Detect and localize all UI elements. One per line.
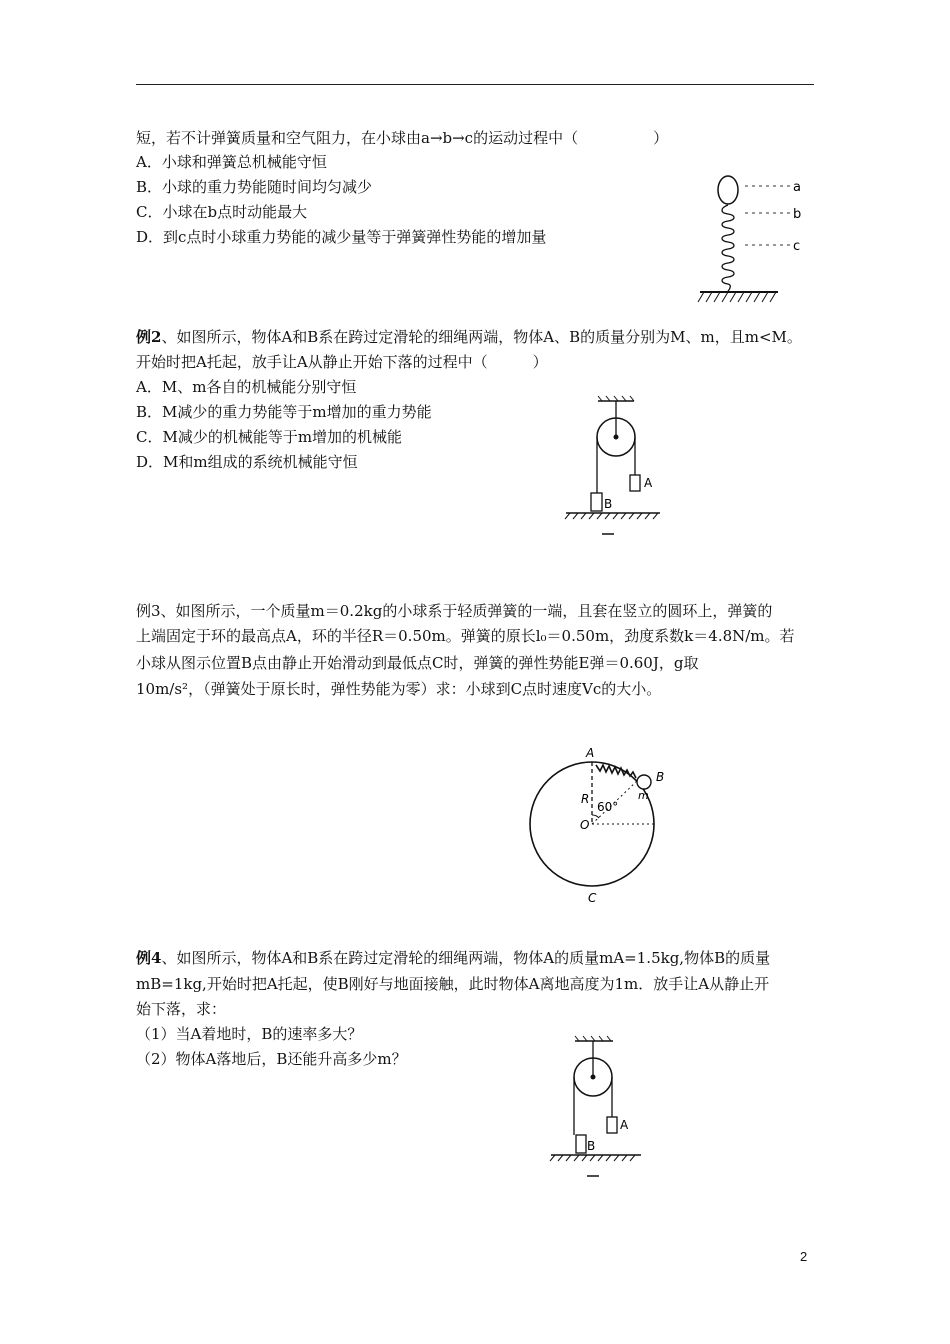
label-A: A <box>644 476 653 490</box>
label-A: A <box>620 1118 629 1132</box>
q4-line2: mB=1kg,开始时把A托起，使B刚好与地面接触，此时物体A离地高度为1m．放手让A从静止开 <box>136 975 770 993</box>
q4-sub1: （1）当A着地时，B的速率多大？ <box>136 1025 363 1043</box>
q1-option-a: A．小球和弹簧总机械能守恒 <box>136 153 327 171</box>
q1-option-b: B．小球的重力势能随时间均匀减少 <box>136 178 373 196</box>
label-O: O <box>580 818 590 832</box>
label-b: b <box>793 207 802 222</box>
label-R: R <box>581 792 590 806</box>
q3-line2: 上端固定于环的最高点A，环的半径R＝0.50m。弹簧的原长l₀＝0.50m，劲度系数k＝4.8N/m。若 <box>136 627 795 645</box>
label-C: C <box>588 891 597 905</box>
q2-option-d: D．M和m组成的系统机械能守恒 <box>136 453 358 471</box>
label-B: B <box>656 770 665 784</box>
label-m: m <box>638 789 649 802</box>
q4-line3: 始下落，求： <box>136 1000 227 1018</box>
block-b <box>591 493 602 511</box>
spring-ball-figure <box>690 165 810 315</box>
pulley-figure-q2 <box>560 395 670 540</box>
q2-stem-line2: 开始时把A托起，放手让A从静止开始下落的过程中（ ） <box>136 353 548 371</box>
q4-label: 例4 <box>136 949 162 967</box>
block-b <box>576 1135 586 1153</box>
q3-line3: 小球从图示位置B点由静止开始滑动到最低点C时，弹簧的弹性势能E弹＝0.60J，g取 <box>136 654 699 672</box>
header-rule <box>136 84 814 85</box>
ball-shape <box>718 176 738 204</box>
block-a <box>607 1117 617 1133</box>
q4-sub2: （2）物体A落地后，B还能升高多少m？ <box>136 1050 407 1068</box>
ball-b <box>637 775 651 789</box>
q1-option-c: C．小球在b点时动能最大 <box>136 203 308 221</box>
label-angle: 60° <box>597 800 619 814</box>
page-number: 2 <box>800 1249 808 1264</box>
pulley-figure-q4 <box>545 1035 655 1180</box>
q2-option-a: A．M、m各自的机械能分别守恒 <box>136 378 357 396</box>
q3-line1: 例3、如图所示，一个质量m＝0.2kg的小球系于轻质弹簧的一端，且套在竖立的圆环上，弹簧的 <box>136 602 773 620</box>
label-A: A <box>586 746 595 760</box>
ring-spring-figure <box>520 745 680 910</box>
q3-line4: 10m/s²，（弹簧处于原长时，弹性势能为零）求：小球到C点时速度Vc的大小。 <box>136 680 662 698</box>
q2-label: 例2 <box>136 328 162 346</box>
q4-line1-text: 、如图所示，物体A和B系在跨过定滑轮的细绳两端，物体A的质量mA=1.5kg,物体B的质量 <box>161 949 771 967</box>
q1-stem: 短，若不计弹簧质量和空气阻力，在小球由a→b→c的运动过程中（ ） <box>136 129 669 147</box>
q2-option-c: C．M减少的机械能等于m增加的机械能 <box>136 428 403 446</box>
q4-line1 <box>136 946 770 970</box>
label-c: c <box>793 239 801 254</box>
q2-option-b: B．M减少的重力势能等于m增加的重力势能 <box>136 403 432 421</box>
label-a: a <box>793 180 801 195</box>
block-a <box>630 475 640 491</box>
label-B: B <box>587 1139 596 1153</box>
q2-stem-line1 <box>136 325 802 349</box>
q1-option-d: D．到c点时小球重力势能的减少量等于弹簧弹性势能的增加量 <box>136 228 547 246</box>
label-B: B <box>604 497 613 511</box>
spring-coil <box>722 205 734 291</box>
q2-stem-text: 、如图所示，物体A和B系在跨过定滑轮的细绳两端，物体A、B的质量分别为M、m，且m<M。 <box>161 328 802 346</box>
